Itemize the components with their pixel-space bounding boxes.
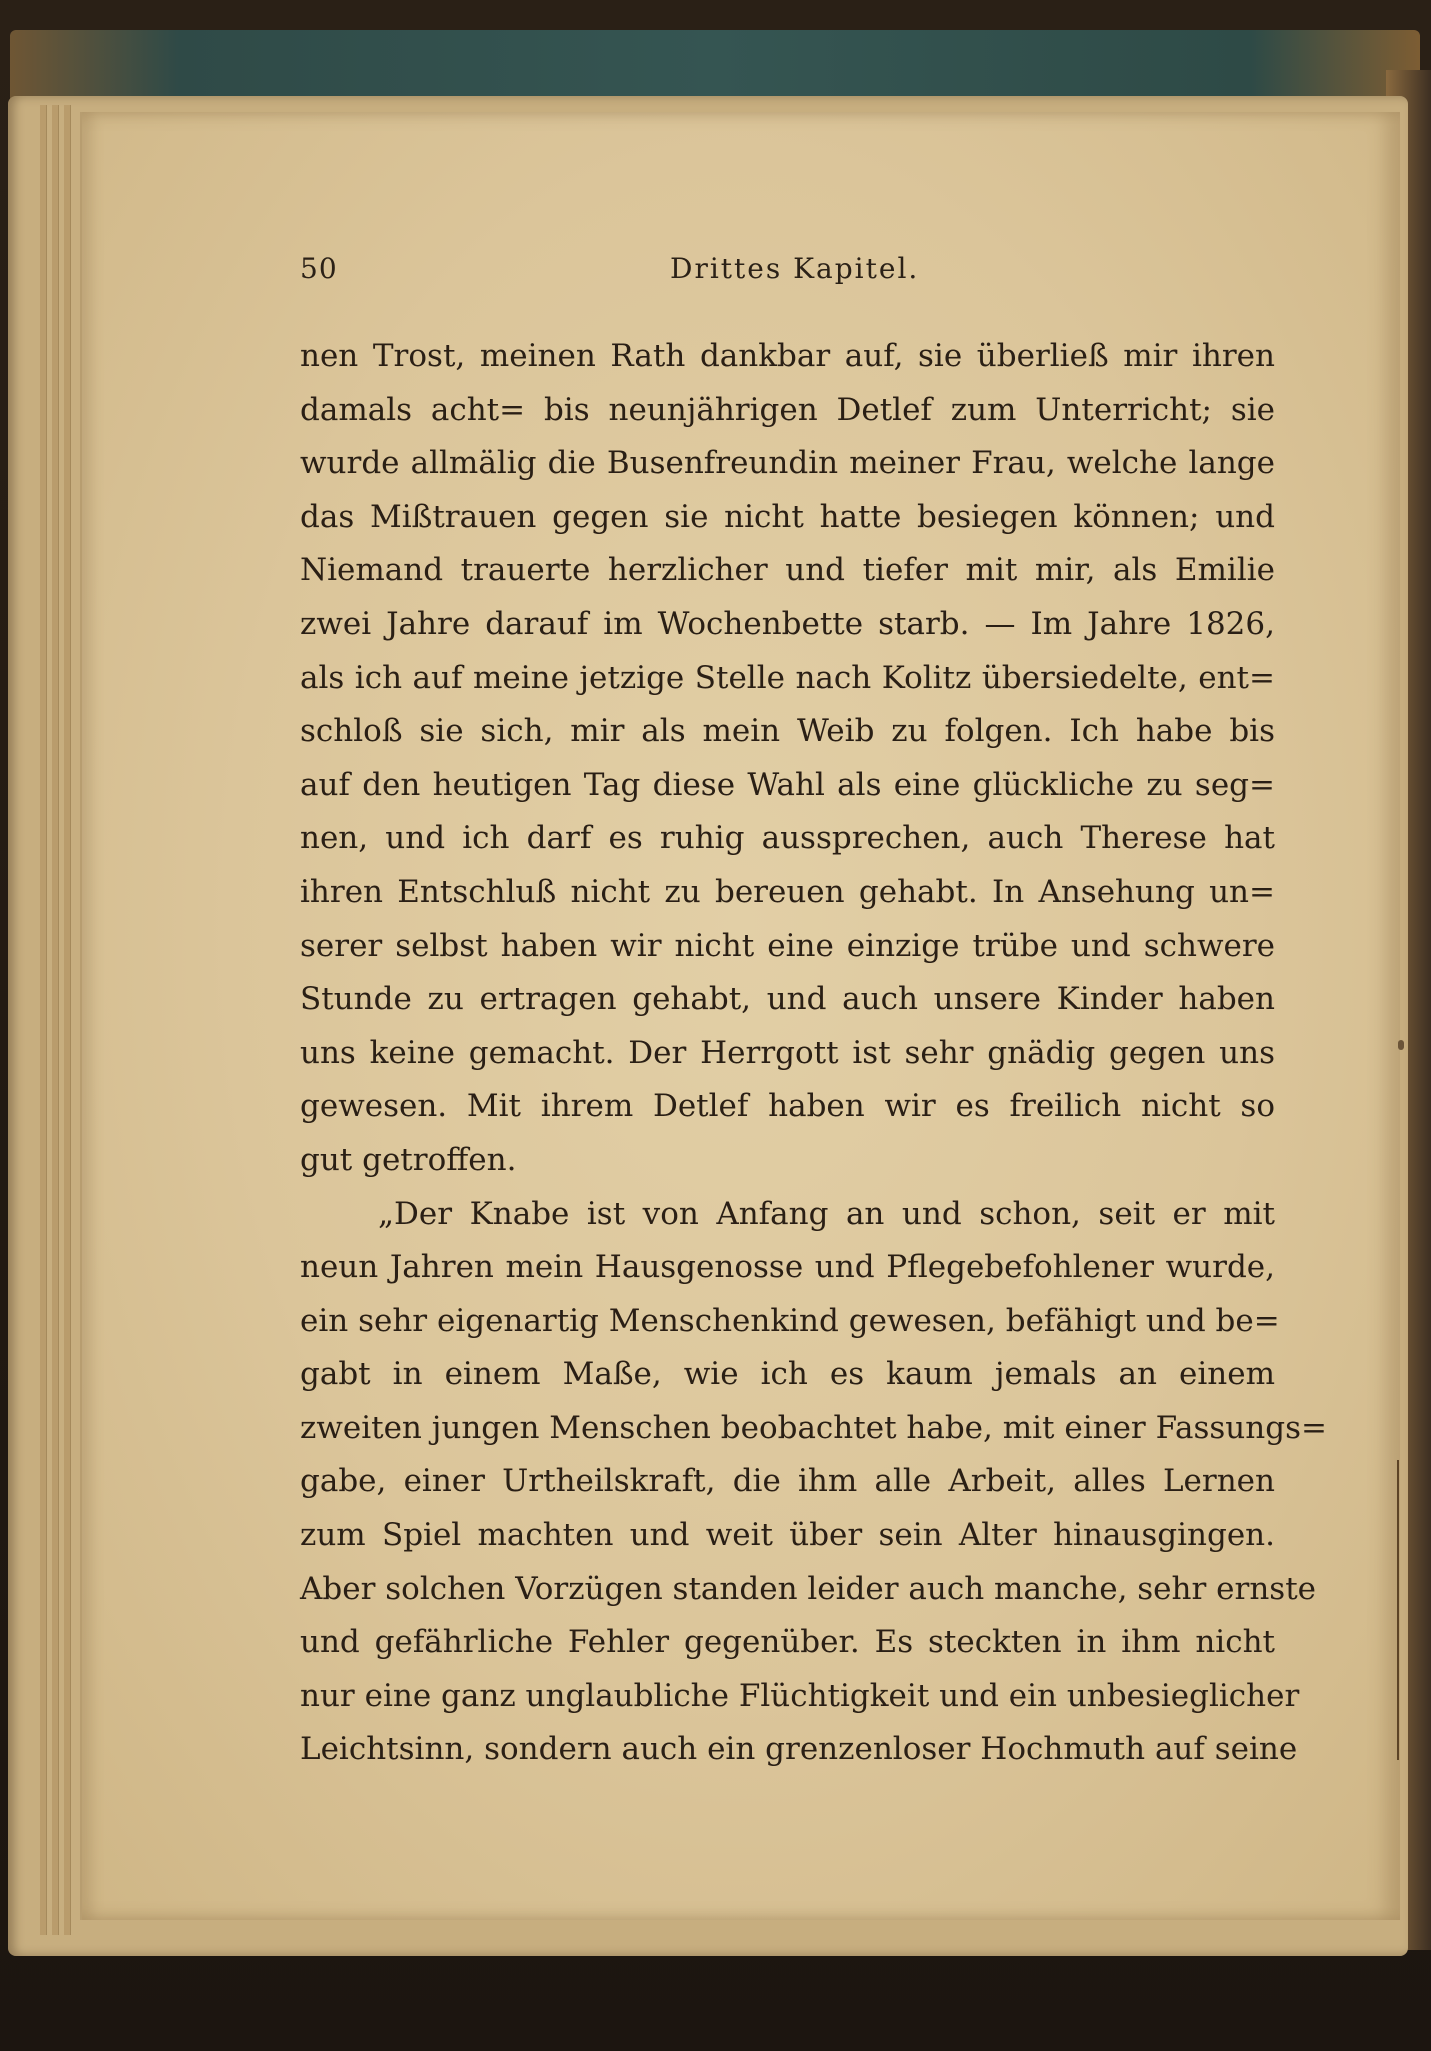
text-line: gut getroffen. xyxy=(300,1141,517,1178)
text-line: gabe, einer Urtheilskraft, die ihm alle Arbeit, alles Lernen xyxy=(300,1463,1275,1500)
text-line: wurde allmälig die Busenfreundin meiner Frau, welche lange xyxy=(300,445,1275,482)
margin-mark xyxy=(1398,1040,1404,1050)
text-line: als ich auf meine jetzige Stelle nach Kolitz übersiedelte, ent= xyxy=(300,659,1275,696)
text-line: Niemand trauerte herzlicher und tiefer mit mir, als Emilie xyxy=(300,552,1275,589)
page-edge xyxy=(52,105,59,1935)
text-line: auf den heutigen Tag diese Wahl als eine glückliche zu seg= xyxy=(300,766,1275,803)
spine-mark xyxy=(1397,1460,1409,1760)
text-line: serer selbst haben wir nicht eine einzige trübe und schwere xyxy=(300,927,1275,964)
text-line: ein sehr eigenartig Menschenkind gewesen, befähigt und be= xyxy=(300,1302,1280,1339)
text-line: gabt in einem Maße, wie ich es kaum jemals an einem xyxy=(300,1356,1275,1393)
text-line: schloß sie sich, mir als mein Weib zu folgen. Ich habe bis xyxy=(300,713,1275,750)
text-line: nen Trost, meinen Rath dankbar auf, sie überließ mir ihren xyxy=(300,338,1275,374)
text-line: das Mißtrauen gegen sie nicht hatte besiegen können; und xyxy=(300,498,1275,535)
text-line: und gefährliche Fehler gegenüber. Es steckten in ihm nicht xyxy=(300,1624,1275,1661)
text-line: gewesen. Mit ihrem Detlef haben wir es freilich nicht so xyxy=(300,1088,1275,1125)
page-number: 50 xyxy=(300,252,338,285)
text-line: neun Jahren mein Hausgenosse und Pflegebefohlener wurde, xyxy=(300,1249,1275,1286)
text-line: damals acht= bis neunjährigen Detlef zum Unterricht; sie xyxy=(300,391,1275,428)
text-line: zum Spiel machten und weit über sein Alter hinausgingen. xyxy=(300,1517,1275,1554)
text-line: Aber solchen Vorzügen standen leider auch manche, sehr ernste xyxy=(300,1570,1317,1607)
body-text xyxy=(300,330,1327,1777)
chapter-title: Drittes Kapitel. xyxy=(670,252,920,285)
page-edge xyxy=(64,105,71,1935)
text-line: ihren Entschluß nicht zu bereuen gehabt. In Ansehung un= xyxy=(300,873,1275,910)
text-line: Leichtsinn, sondern auch ein grenzenloser Hochmuth auf seine xyxy=(300,1731,1298,1768)
text-line: uns keine gemacht. Der Herrgott ist sehr gnädig gegen uns xyxy=(300,1034,1275,1071)
text-line: nen, und ich darf es ruhig aussprechen, auch Therese hat xyxy=(300,820,1275,857)
text-line: zwei Jahre darauf im Wochenbette starb. — Im Jahre 1826, xyxy=(300,605,1275,642)
text-line: zweiten jungen Menschen beobachtet habe, mit einer Fassungs= xyxy=(300,1409,1327,1446)
text-line: nur eine ganz unglaubliche Flüchtigkeit und ein unbesieglicher xyxy=(300,1677,1300,1714)
page-edge xyxy=(40,105,47,1935)
running-head xyxy=(300,252,1300,298)
text-line: „Der Knabe ist von Anfang an und schon, seit er mit xyxy=(378,1195,1275,1232)
text-line: Stunde zu ertragen gehabt, und auch unsere Kinder haben xyxy=(300,981,1275,1018)
